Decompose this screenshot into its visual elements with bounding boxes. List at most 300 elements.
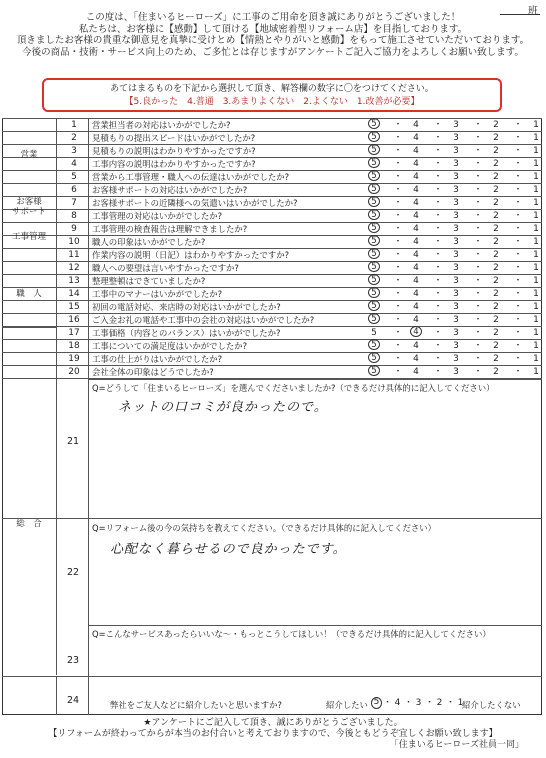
question-text: 営業から工事管理・職人への伝達はいかがでしたか? bbox=[92, 172, 290, 182]
question-number: 3 bbox=[71, 146, 77, 156]
column-divider bbox=[56, 118, 57, 675]
rating-separator: ・ bbox=[473, 250, 483, 260]
rating-option[interactable]: 4 bbox=[413, 185, 419, 195]
rating-option[interactable]: 1 bbox=[533, 315, 539, 325]
rating-scale bbox=[368, 184, 542, 196]
rating-option-selected[interactable]: 5 bbox=[368, 209, 380, 220]
rating-option[interactable]: 2 bbox=[493, 302, 499, 312]
referral-separator: ・ bbox=[403, 698, 413, 708]
rating-separator: ・ bbox=[473, 289, 483, 299]
row-divider bbox=[2, 676, 542, 677]
row-divider bbox=[88, 625, 542, 626]
referral-option[interactable]: 3 bbox=[415, 698, 422, 708]
rating-option[interactable]: 2 bbox=[493, 328, 499, 338]
rating-separator: ・ bbox=[433, 120, 443, 130]
question-text: お客様サポートの対応はいかがでしたか? bbox=[92, 185, 248, 195]
open-question-23: Q=こんなサービスあったらいいな〜・もっとこうしてほしい！（できるだけ具体的に記入してください） bbox=[92, 629, 491, 639]
rating-option[interactable]: 3 bbox=[453, 302, 459, 312]
question-number: 14 bbox=[68, 289, 80, 299]
rating-separator: ・ bbox=[393, 159, 403, 169]
rating-option[interactable]: 4 bbox=[413, 250, 419, 260]
rating-option[interactable]: 4 bbox=[413, 172, 419, 182]
rating-scale bbox=[368, 132, 542, 144]
rating-option[interactable]: 2 bbox=[493, 198, 499, 208]
rating-option[interactable]: 3 bbox=[453, 328, 459, 338]
rating-option[interactable]: 2 bbox=[493, 315, 499, 325]
rating-option[interactable]: 4 bbox=[413, 276, 419, 286]
rating-option[interactable]: 1 bbox=[533, 198, 539, 208]
question-text: 工事価格（内容とのバランス）はいかがでしたか? bbox=[92, 328, 281, 338]
question-number: 1 bbox=[71, 120, 77, 130]
rating-option[interactable]: 1 bbox=[533, 172, 539, 182]
rating-option[interactable]: 2 bbox=[493, 250, 499, 260]
question-row bbox=[2, 352, 542, 365]
rating-option[interactable]: 2 bbox=[493, 185, 499, 195]
rating-separator: ・ bbox=[433, 341, 443, 351]
rating-separator: ・ bbox=[433, 367, 443, 377]
question-row bbox=[2, 365, 542, 378]
rating-option[interactable]: 4 bbox=[413, 198, 419, 208]
question-text: 工事内容の説明はわかりやすかったですか? bbox=[92, 159, 256, 169]
rating-option[interactable]: 4 bbox=[413, 211, 419, 221]
rating-option[interactable]: 1 bbox=[533, 120, 539, 130]
category-divider bbox=[2, 183, 56, 184]
rating-separator: ・ bbox=[393, 146, 403, 156]
question-number: 20 bbox=[68, 367, 80, 377]
rating-separator: ・ bbox=[393, 328, 403, 338]
question-number: 15 bbox=[68, 302, 80, 312]
category-eigyo: 営業 bbox=[20, 150, 38, 160]
question-number: 23 bbox=[66, 655, 80, 666]
question-row bbox=[2, 144, 542, 157]
rating-separator: ・ bbox=[433, 315, 443, 325]
rating-scale bbox=[368, 262, 542, 274]
rating-option-selected[interactable]: 5 bbox=[368, 196, 380, 207]
rating-separator: ・ bbox=[513, 133, 523, 143]
referral-separator: ・ bbox=[424, 698, 434, 708]
rating-option[interactable]: 2 bbox=[493, 341, 499, 351]
rating-scale bbox=[368, 236, 542, 248]
rating-separator: ・ bbox=[433, 159, 443, 169]
rating-option[interactable]: 3 bbox=[453, 120, 459, 130]
question-row bbox=[2, 170, 542, 183]
rating-option[interactable]: 3 bbox=[453, 185, 459, 195]
rating-option[interactable]: 1 bbox=[533, 146, 539, 156]
rating-option-selected[interactable]: 5 bbox=[368, 300, 380, 311]
intro-line: 今後の商品・技術・サービス向上のため、ご多忙とは存じますがアンケートご記入ご協力をよろしくお願い致します。 bbox=[22, 46, 524, 58]
rating-option[interactable]: 2 bbox=[493, 276, 499, 286]
rating-separator: ・ bbox=[393, 276, 403, 286]
referral-right-label: 紹介したくない bbox=[462, 700, 521, 710]
rating-separator: ・ bbox=[513, 211, 523, 221]
rating-option-selected[interactable]: 5 bbox=[368, 183, 380, 194]
referral-scale bbox=[371, 697, 464, 709]
referral-option[interactable]: 1 bbox=[457, 698, 464, 708]
rating-separator: ・ bbox=[393, 172, 403, 182]
rating-separator: ・ bbox=[513, 315, 523, 325]
rating-scale bbox=[368, 119, 542, 131]
rating-option[interactable]: 1 bbox=[533, 237, 539, 247]
rating-option[interactable]: 2 bbox=[493, 224, 499, 234]
rating-option[interactable]: 3 bbox=[453, 289, 459, 299]
question-number: 12 bbox=[68, 263, 80, 273]
rating-separator: ・ bbox=[473, 367, 483, 377]
rating-option-selected[interactable]: 5 bbox=[368, 274, 380, 285]
rating-separator: ・ bbox=[513, 237, 523, 247]
rating-separator: ・ bbox=[433, 146, 443, 156]
rating-option[interactable]: 4 bbox=[413, 315, 419, 325]
question-row bbox=[2, 261, 542, 274]
rating-separator: ・ bbox=[433, 328, 443, 338]
rating-option[interactable]: 4 bbox=[413, 133, 419, 143]
referral-separator: ・ bbox=[382, 698, 392, 708]
question-row bbox=[2, 131, 542, 144]
rating-option[interactable]: 2 bbox=[493, 289, 499, 299]
question-text: 会社全体の印象はどうでしたか? bbox=[92, 367, 214, 377]
rating-option-selected[interactable]: 5 bbox=[368, 170, 380, 181]
rating-separator: ・ bbox=[393, 224, 403, 234]
rating-separator: ・ bbox=[433, 250, 443, 260]
rating-option[interactable]: 1 bbox=[533, 250, 539, 260]
rating-separator: ・ bbox=[433, 211, 443, 221]
rating-separator: ・ bbox=[473, 224, 483, 234]
rating-separator: ・ bbox=[513, 289, 523, 299]
row-divider bbox=[88, 379, 542, 380]
rating-separator: ・ bbox=[473, 302, 483, 312]
rating-option[interactable]: 4 bbox=[413, 263, 419, 273]
rating-option[interactable]: 4 bbox=[413, 237, 419, 247]
rating-separator: ・ bbox=[473, 159, 483, 169]
rating-option-selected[interactable]: 5 bbox=[368, 131, 380, 142]
rating-option-selected[interactable]: 5 bbox=[368, 157, 380, 168]
question-number: 18 bbox=[68, 341, 80, 351]
question-number: 5 bbox=[71, 172, 77, 182]
question-text: 見積もりの提出スピードはいかがでしたか? bbox=[92, 133, 256, 143]
rating-separator: ・ bbox=[393, 354, 403, 364]
rating-option[interactable]: 3 bbox=[453, 250, 459, 260]
rating-scale bbox=[368, 249, 542, 261]
intro-line: 私たちは、お客様に【感動】して頂ける【地域密着型リフォーム店】を目指しております。 bbox=[78, 23, 468, 35]
question-number: 24 bbox=[66, 695, 80, 706]
question-text: 工事についての満足度はいかがでしたか? bbox=[92, 341, 248, 351]
rating-separator: ・ bbox=[473, 315, 483, 325]
open-question-21: Q=どうして「住まいるヒーローズ」を選んでくださいましたか?（できるだけ具体的に記入してください） bbox=[92, 383, 495, 393]
rating-option[interactable]: 2 bbox=[493, 159, 499, 169]
instruction-line: あてはまるものを下記から選択して頂き、解答欄の数字に〇をつけてください。 bbox=[110, 84, 434, 94]
rating-option-selected[interactable]: 5 bbox=[368, 365, 380, 376]
question-row bbox=[2, 274, 542, 287]
category-divider bbox=[2, 248, 56, 249]
question-number: 13 bbox=[68, 276, 80, 286]
rating-separator: ・ bbox=[433, 276, 443, 286]
question-row bbox=[2, 300, 542, 313]
rating-option[interactable]: 2 bbox=[493, 237, 499, 247]
rating-separator: ・ bbox=[393, 198, 403, 208]
category-sogo: 総 合 bbox=[16, 519, 42, 529]
intro-text bbox=[0, 12, 546, 58]
rating-option-selected[interactable]: 5 bbox=[368, 261, 380, 272]
rating-scale bbox=[368, 340, 542, 352]
rating-separator: ・ bbox=[513, 354, 523, 364]
rating-option-selected[interactable]: 5 bbox=[368, 235, 380, 246]
column-divider bbox=[56, 676, 57, 715]
rating-separator: ・ bbox=[433, 237, 443, 247]
rating-option-selected[interactable]: 5 bbox=[368, 339, 380, 350]
rating-scale bbox=[368, 301, 542, 313]
rating-separator: ・ bbox=[473, 172, 483, 182]
rating-separator: ・ bbox=[393, 133, 403, 143]
rating-option[interactable]: 1 bbox=[533, 328, 539, 338]
rating-option[interactable]: 1 bbox=[533, 302, 539, 312]
question-text: 整理整頓はできていましたか? bbox=[92, 276, 206, 286]
rating-option[interactable]: 1 bbox=[533, 159, 539, 169]
rating-separator: ・ bbox=[473, 276, 483, 286]
rating-separator: ・ bbox=[433, 289, 443, 299]
question-number: 6 bbox=[71, 185, 77, 195]
rating-scale bbox=[368, 210, 542, 222]
rating-scale bbox=[368, 366, 542, 378]
rating-scale bbox=[368, 275, 542, 287]
rating-option[interactable]: 4 bbox=[413, 367, 419, 377]
rating-instruction-box bbox=[42, 78, 502, 112]
rating-option[interactable]: 2 bbox=[493, 354, 499, 364]
rating-separator: ・ bbox=[513, 198, 523, 208]
question-number: 21 bbox=[66, 436, 80, 447]
rating-option[interactable]: 3 bbox=[453, 237, 459, 247]
question-number: 19 bbox=[68, 354, 80, 364]
rating-option[interactable]: 2 bbox=[493, 133, 499, 143]
rating-option[interactable]: 1 bbox=[533, 289, 539, 299]
rating-separator: ・ bbox=[473, 133, 483, 143]
question-row bbox=[2, 157, 542, 170]
rating-option-selected[interactable]: 4 bbox=[410, 326, 422, 337]
rating-option[interactable]: 3 bbox=[453, 341, 459, 351]
rating-separator: ・ bbox=[473, 263, 483, 273]
rating-separator: ・ bbox=[513, 276, 523, 286]
intro-line: この度は、「住まいるヒーローズ」に工事のご用命を頂き誠にありがとうございました！ bbox=[85, 12, 461, 23]
rating-separator: ・ bbox=[513, 120, 523, 130]
rating-separator: ・ bbox=[393, 315, 403, 325]
rating-option[interactable]: 3 bbox=[453, 263, 459, 273]
rating-option[interactable]: 1 bbox=[533, 211, 539, 221]
rating-separator: ・ bbox=[473, 211, 483, 221]
question-number: 10 bbox=[68, 237, 80, 247]
rating-separator: ・ bbox=[393, 341, 403, 351]
rating-separator: ・ bbox=[473, 185, 483, 195]
rating-option[interactable]: 1 bbox=[533, 263, 539, 273]
rating-option[interactable]: 3 bbox=[453, 276, 459, 286]
rating-option[interactable]: 4 bbox=[413, 289, 419, 299]
question-text: 初回の電話対応、来店時の対応はいかがでしたか? bbox=[92, 302, 281, 312]
answer-22: 心配なく暮らせるので良かったです。 bbox=[110, 542, 347, 557]
question-text: 見積もりの説明はわかりやすかったですか? bbox=[92, 146, 256, 156]
referral-question: 弊社をご友人などに紹介したいと思いますか? bbox=[110, 700, 282, 710]
rating-separator: ・ bbox=[473, 328, 483, 338]
rating-separator: ・ bbox=[513, 341, 523, 351]
rating-separator: ・ bbox=[433, 224, 443, 234]
rating-scale bbox=[368, 314, 542, 326]
rating-option[interactable]: 2 bbox=[493, 367, 499, 377]
rating-option[interactable]: 3 bbox=[453, 315, 459, 325]
open-question-22: Q=リフォーム後の今の気持ちを教えてください。（できるだけ具体的に記入してください） bbox=[92, 523, 436, 533]
rating-option-selected[interactable]: 5 bbox=[368, 352, 380, 363]
referral-option[interactable]: 4 bbox=[394, 698, 401, 708]
question-number: 16 bbox=[68, 315, 80, 325]
rating-option[interactable]: 3 bbox=[453, 146, 459, 156]
rating-legend: 【5.良かった 4.普通 3.あまりよくない 2.よくない 1.改善が必要】 bbox=[124, 97, 420, 107]
rating-separator: ・ bbox=[433, 185, 443, 195]
rating-separator: ・ bbox=[513, 172, 523, 182]
rating-option[interactable]: 2 bbox=[493, 172, 499, 182]
rating-separator: ・ bbox=[393, 237, 403, 247]
rating-separator: ・ bbox=[473, 198, 483, 208]
rating-option[interactable]: 4 bbox=[413, 120, 419, 130]
rating-option[interactable]: 3 bbox=[453, 367, 459, 377]
referral-separator: ・ bbox=[445, 698, 455, 708]
rating-separator: ・ bbox=[433, 198, 443, 208]
rating-option[interactable]: 3 bbox=[453, 198, 459, 208]
rating-option[interactable]: 4 bbox=[413, 341, 419, 351]
question-number: 7 bbox=[71, 198, 77, 208]
rating-option[interactable]: 4 bbox=[413, 302, 419, 312]
question-row bbox=[2, 235, 542, 248]
rating-option[interactable]: 1 bbox=[533, 133, 539, 143]
rating-separator: ・ bbox=[433, 263, 443, 273]
question-text: 作業内容の説明（日記）はわかりやすかったですか? bbox=[92, 250, 290, 260]
rating-separator: ・ bbox=[513, 263, 523, 273]
rating-separator: ・ bbox=[393, 185, 403, 195]
rating-scale bbox=[368, 158, 542, 170]
rating-scale bbox=[368, 223, 542, 235]
question-text: 職人への要望は言いやすかったですか? bbox=[92, 263, 239, 273]
rating-separator: ・ bbox=[433, 133, 443, 143]
rating-option[interactable]: 1 bbox=[533, 367, 539, 377]
class-label: 班 bbox=[528, 6, 538, 17]
rating-scale bbox=[368, 171, 542, 183]
rating-separator: ・ bbox=[513, 302, 523, 312]
referral-left-label: 紹介したい bbox=[326, 700, 368, 710]
rating-scale bbox=[368, 353, 542, 365]
intro-line: 頂きましたお客様の貴重な御意見を真摯に受けとめ【情熱とやりがいと感動】をもって施工させていただいております。 bbox=[16, 35, 530, 47]
footer-thanks: ★アンケートにご記入して頂き、誠にありがとうございました。 bbox=[143, 718, 403, 728]
category-koji: 工事管理 bbox=[11, 232, 46, 242]
question-number: 22 bbox=[66, 567, 80, 578]
question-text: お客様サポートの近隣様への気遣いはいかがでしたか? bbox=[92, 198, 298, 208]
referral-option-selected[interactable]: 5 bbox=[371, 697, 382, 709]
rating-separator: ・ bbox=[513, 146, 523, 156]
rating-separator: ・ bbox=[473, 354, 483, 364]
rating-option-selected[interactable]: 5 bbox=[368, 313, 380, 324]
rating-separator: ・ bbox=[513, 185, 523, 195]
rating-option[interactable]: 2 bbox=[493, 211, 499, 221]
rating-option[interactable]: 2 bbox=[493, 146, 499, 156]
referral-option[interactable]: 2 bbox=[436, 698, 443, 708]
rating-separator: ・ bbox=[433, 302, 443, 312]
question-row bbox=[2, 222, 542, 235]
rating-separator: ・ bbox=[433, 172, 443, 182]
rating-scale bbox=[368, 288, 542, 300]
rating-option[interactable]: 5 bbox=[371, 328, 377, 338]
rating-option-selected[interactable]: 5 bbox=[368, 287, 380, 298]
rating-option[interactable]: 2 bbox=[493, 120, 499, 130]
question-text: 工事管理の検査報告は理解できましたか? bbox=[92, 224, 248, 234]
question-text: 工事管理の対応はいかがでしたか? bbox=[92, 211, 223, 221]
rating-separator: ・ bbox=[393, 120, 403, 130]
question-row bbox=[2, 339, 542, 352]
rating-scale bbox=[368, 197, 542, 209]
rating-separator: ・ bbox=[473, 120, 483, 130]
rating-option[interactable]: 3 bbox=[453, 211, 459, 221]
rating-separator: ・ bbox=[513, 328, 523, 338]
question-row bbox=[2, 313, 542, 326]
category-divider bbox=[2, 222, 56, 223]
rating-separator: ・ bbox=[473, 341, 483, 351]
category-support: お客様 サポート bbox=[11, 197, 46, 217]
question-row bbox=[2, 209, 542, 222]
rating-option[interactable]: 4 bbox=[413, 146, 419, 156]
question-row bbox=[2, 287, 542, 300]
rating-option[interactable]: 1 bbox=[533, 276, 539, 286]
rating-separator: ・ bbox=[513, 250, 523, 260]
rating-option-selected[interactable]: 5 bbox=[368, 144, 380, 155]
rating-option[interactable]: 4 bbox=[413, 354, 419, 364]
rating-option[interactable]: 1 bbox=[533, 185, 539, 195]
footer bbox=[0, 718, 546, 750]
question-number: 2 bbox=[71, 133, 77, 143]
rating-separator: ・ bbox=[393, 263, 403, 273]
row-divider bbox=[2, 518, 542, 519]
rating-option[interactable]: 3 bbox=[453, 354, 459, 364]
rating-separator: ・ bbox=[473, 237, 483, 247]
question-number: 17 bbox=[68, 328, 80, 338]
rating-separator: ・ bbox=[393, 367, 403, 377]
rating-option[interactable]: 1 bbox=[533, 341, 539, 351]
rating-option[interactable]: 3 bbox=[453, 159, 459, 169]
question-number: 4 bbox=[71, 159, 77, 169]
rating-separator: ・ bbox=[393, 289, 403, 299]
question-text: 工事中のマナーはいかがでしたか? bbox=[92, 289, 223, 299]
rating-separator: ・ bbox=[393, 302, 403, 312]
category-divider bbox=[2, 327, 56, 328]
rating-option[interactable]: 4 bbox=[413, 224, 419, 234]
rating-option[interactable]: 4 bbox=[413, 159, 419, 169]
question-text: ご入金お礼の電話や工事中の会社の対応はいかがでしたか? bbox=[92, 315, 315, 325]
rating-option[interactable]: 1 bbox=[533, 224, 539, 234]
question-row bbox=[2, 248, 542, 261]
question-number: 9 bbox=[71, 224, 77, 234]
rating-option-selected[interactable]: 5 bbox=[368, 248, 380, 259]
rating-option-selected[interactable]: 5 bbox=[368, 222, 380, 233]
footer-signature: 「住まいるヒーローズ社員一同」 bbox=[389, 740, 524, 750]
rating-option-selected[interactable]: 5 bbox=[368, 118, 380, 129]
rating-option[interactable]: 3 bbox=[453, 224, 459, 234]
rating-separator: ・ bbox=[393, 211, 403, 221]
question-row bbox=[2, 183, 542, 196]
rating-option[interactable]: 2 bbox=[493, 263, 499, 273]
question-number: 8 bbox=[71, 211, 77, 221]
rating-scale bbox=[368, 145, 542, 157]
question-row bbox=[2, 118, 542, 131]
question-text: 営業担当者の対応はいかがでしたか? bbox=[92, 120, 231, 130]
answer-21: ネットの口コミが良かったので。 bbox=[118, 400, 328, 415]
category-shokunin: 職 人 bbox=[16, 289, 42, 299]
rating-option[interactable]: 3 bbox=[453, 133, 459, 143]
question-number: 11 bbox=[68, 250, 80, 260]
rating-option[interactable]: 3 bbox=[453, 172, 459, 182]
question-row bbox=[2, 196, 542, 209]
question-row bbox=[2, 326, 542, 339]
rating-option[interactable]: 1 bbox=[533, 354, 539, 364]
